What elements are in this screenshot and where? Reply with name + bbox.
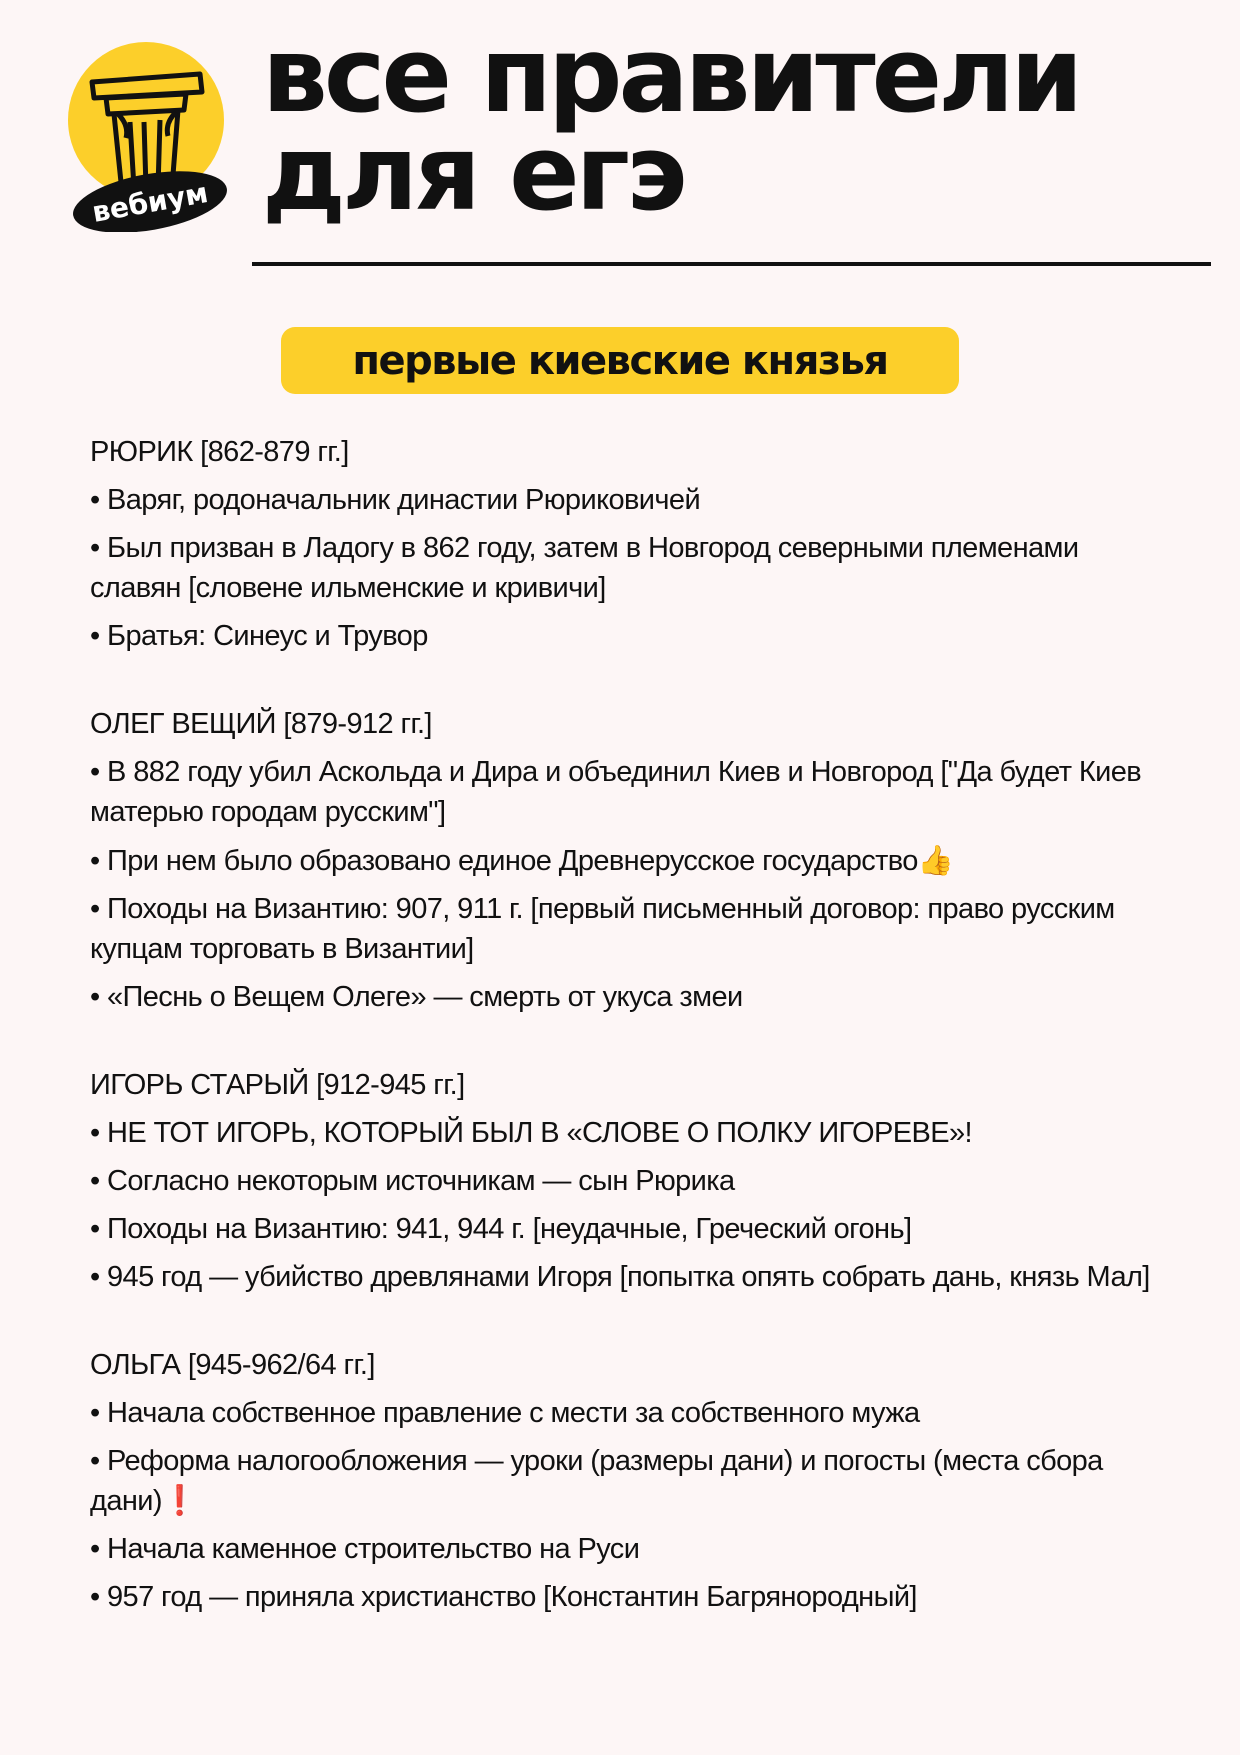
webium-logo xyxy=(66,42,238,232)
ruler-fact: • Походы на Византию: 907, 911 г. [первый письменный договор: право русским купцам торговать в Византии] xyxy=(90,893,1115,965)
ruler-fact: • НЕ ТОТ ИГОРЬ, КОТОРЫЙ БЫЛ В «СЛОВЕ О ПОЛКУ ИГОРЕВЕ»! xyxy=(90,1117,972,1149)
title-line-2: для егэ xyxy=(262,112,684,234)
ruler-oleg xyxy=(90,704,1170,1017)
ruler-fact-text: • При нем было образовано единое Древнерусское государство xyxy=(90,845,918,877)
ruler-rurik xyxy=(90,432,1170,656)
section-pill: первые киевские князья xyxy=(281,327,959,394)
ruler-heading: ИГОРЬ СТАРЫЙ [912-945 гг.] xyxy=(90,1069,465,1101)
ruler-fact: • Был призван в Ладогу в 862 году, затем в Новгород северными племенами славян [словене ильменские и кривичи] xyxy=(90,532,1079,604)
ruler-fact xyxy=(90,840,1170,881)
ruler-fact-text: • Реформа налогообложения — уроки (размеры дани) и погосты (места сбора дани) xyxy=(90,1445,1103,1517)
ruler-fact: • Начала каменное строительство на Руси xyxy=(90,1533,640,1565)
rulers-list xyxy=(90,432,1170,1665)
ruler-fact: • Начала собственное правление с мести за собственного мужа xyxy=(90,1397,920,1429)
ruler-fact: • В 882 году убил Аскольда и Дира и объединил Киев и Новгород ["Да будет Киев матерью городам русским"] xyxy=(90,756,1142,828)
title-divider xyxy=(252,262,1211,266)
ruler-fact: • «Песнь о Вещем Олеге» — смерть от укуса змеи xyxy=(90,981,743,1013)
exclamation-icon: ❗ xyxy=(161,1485,198,1517)
thumbs-up-icon: 👍 xyxy=(917,843,954,877)
ruler-fact: • Согласно некоторым источникам — сын Рюрика xyxy=(90,1165,735,1197)
ruler-fact: • 957 год — приняла христианство [Константин Багрянородный] xyxy=(90,1581,917,1613)
ruler-heading: ОЛЕГ ВЕЩИЙ [879-912 гг.] xyxy=(90,708,432,740)
ruler-fact xyxy=(90,1441,1170,1521)
ruler-fact: • 945 год — убийство древлянами Игоря [попытка опять собрать дань, князь Мал] xyxy=(90,1261,1150,1293)
page-title xyxy=(262,14,1080,234)
ruler-heading: РЮРИК [862-879 гг.] xyxy=(90,436,349,468)
logo-text: вебиум xyxy=(89,176,211,229)
ruler-fact: • Походы на Византию: 941, 944 г. [неудачные, Греческий огонь] xyxy=(90,1213,912,1245)
ruler-fact: • Варяг, родоначальник династии Рюриковичей xyxy=(90,484,701,516)
ruler-igor xyxy=(90,1065,1170,1297)
ruler-olga xyxy=(90,1345,1170,1617)
ruler-fact: • Братья: Синеус и Трувор xyxy=(90,620,428,652)
ruler-heading: ОЛЬГА [945-962/64 гг.] xyxy=(90,1349,375,1381)
title-line-1: все правители xyxy=(262,14,1080,136)
